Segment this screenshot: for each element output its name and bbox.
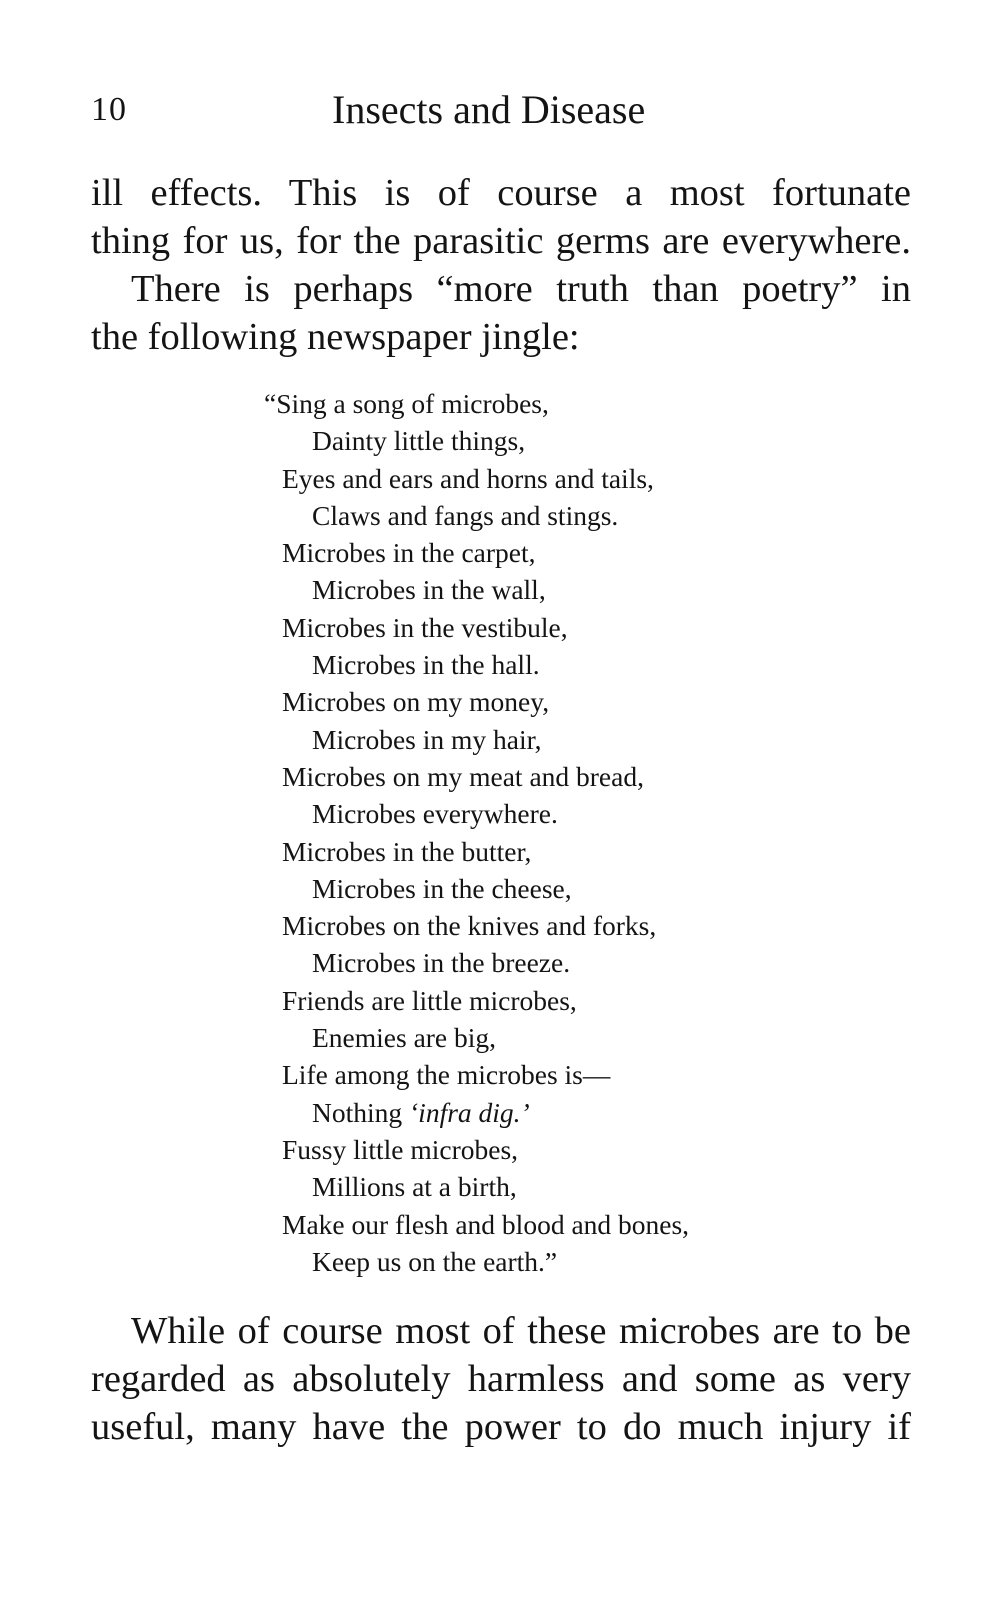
- page-number: 10: [91, 91, 127, 128]
- poem-line: Eyes and ears and horns and tails,: [282, 462, 654, 494]
- poem-line: Fussy little microbes,: [282, 1133, 519, 1165]
- paragraph-one: [91, 169, 911, 361]
- italic-phrase: ‘infra dig.’: [409, 1096, 530, 1128]
- poem-line: Dainty little things,: [312, 425, 526, 457]
- poem-line: Keep us on the earth.”: [312, 1245, 558, 1277]
- poem-line: Microbes on the knives and forks,: [282, 910, 657, 942]
- poem-line: Claws and fangs and stings.: [312, 499, 619, 531]
- poem-line: Make our flesh and blood and bones,: [282, 1208, 690, 1240]
- poem-line: Microbes in the vestibule,: [282, 611, 568, 643]
- text-line: useful, many have the power to do much injury if: [91, 1406, 911, 1448]
- poem-line-text: Nothing: [312, 1096, 403, 1128]
- paragraph-two: [91, 1307, 911, 1451]
- poem-line: “Sing a song of microbes,: [264, 388, 549, 419]
- text-line: the following newspaper jingle:: [91, 316, 580, 358]
- poem-line: Enemies are big,: [312, 1022, 497, 1054]
- text-line: thing for us, for the parasitic germs are everywhere.: [91, 220, 911, 262]
- poem-line-with-italic: [282, 1094, 689, 1131]
- poem-line: Microbes in the breeze.: [312, 947, 571, 979]
- text-line: ill effects. This is of course a most fortunate: [91, 172, 911, 214]
- poem-line: Millions at a birth,: [312, 1171, 517, 1203]
- poem-line: Microbes in the cheese,: [312, 872, 572, 904]
- poem-line: Microbes on my meat and bread,: [282, 760, 644, 792]
- running-head: Insects and Disease: [332, 87, 646, 132]
- poem-line: Life among the microbes is—: [282, 1059, 611, 1091]
- poem-line: Microbes in the carpet,: [282, 537, 536, 569]
- poem-line: Microbes in the butter,: [282, 835, 532, 867]
- text-line: There is perhaps “more truth than poetry” in: [131, 268, 911, 310]
- poem-line: Microbes in the hall.: [312, 649, 540, 681]
- poem-line: Microbes in the wall,: [312, 574, 546, 606]
- poem-line: Microbes on my money,: [282, 686, 550, 718]
- text-line: While of course most of these microbes are to be: [131, 1310, 911, 1352]
- poem-line: Friends are little microbes,: [282, 984, 577, 1016]
- poem-line: Microbes everywhere.: [312, 798, 558, 830]
- poem-line: Microbes in my hair,: [312, 723, 542, 755]
- text-line: regarded as absolutely harmless and some as very: [91, 1358, 911, 1400]
- poem: [264, 385, 690, 1280]
